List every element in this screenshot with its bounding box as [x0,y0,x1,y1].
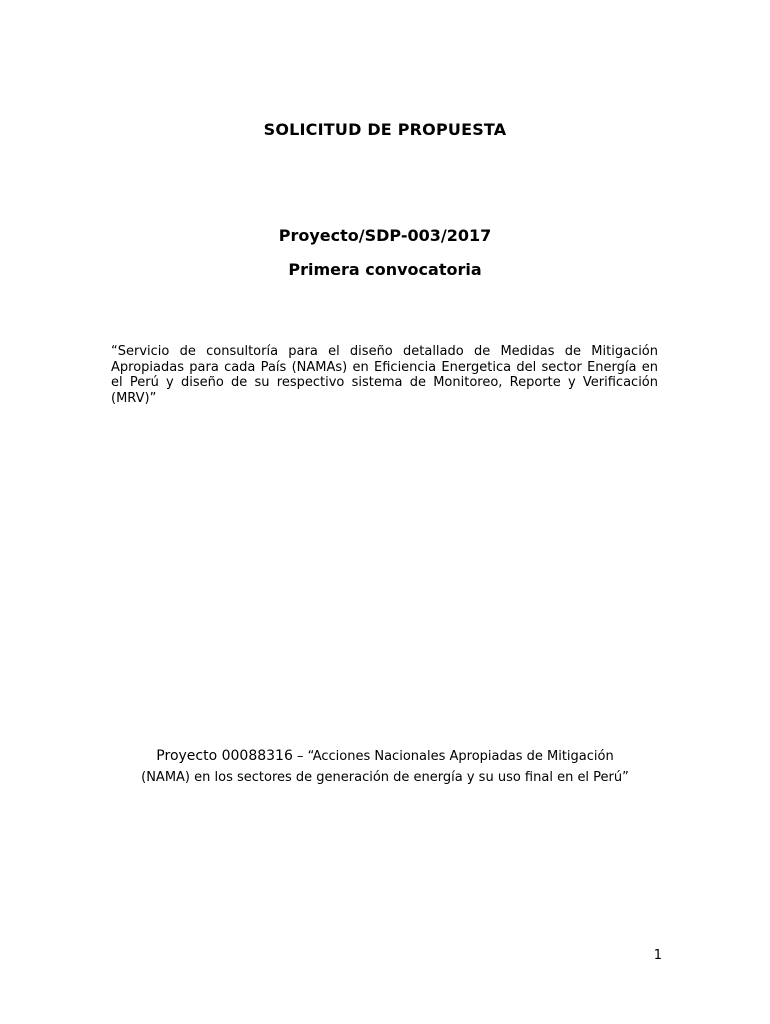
project-code: Proyecto 00088316 [156,748,293,764]
service-description: “Servicio de consultoría para el diseño detallado de Medidas de Mitigación Apropiadas para cada País (NAMAs) en Eficiencia Energetica del sector Energía en el Perú y diseño de su respectivo sistema de Monitoreo, Reporte y Verificación (MRV)” [111,344,658,406]
document-title: SOLICITUD DE PROPUESTA [263,120,507,139]
project-name-line-2: (NAMA) en los sectores de generación de energía y su uso final en el Perú” [141,770,629,785]
reference-number: Proyecto/SDP-003/2017 [278,226,492,245]
project-block [0,746,770,788]
page-number: 1 [653,948,662,963]
project-separator: – [292,749,308,764]
project-name-line-1: “Acciones Nacionales Apropiadas de Mitigación [307,749,614,764]
call-label: Primera convocatoria [288,260,482,279]
project-line-1 [0,746,770,767]
